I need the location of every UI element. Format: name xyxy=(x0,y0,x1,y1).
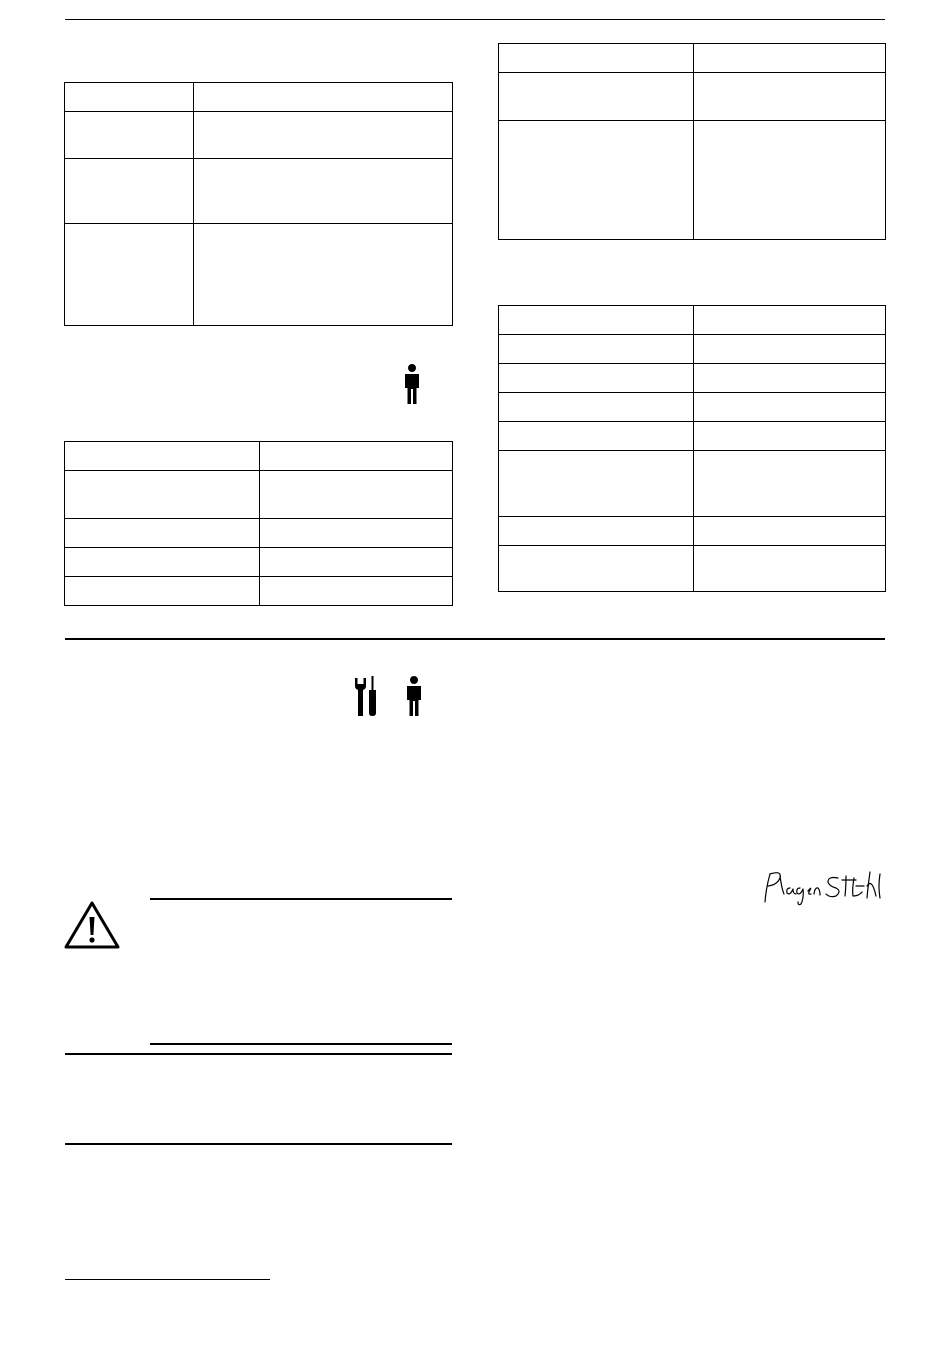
person-icon xyxy=(403,676,425,716)
signature-image xyxy=(760,866,886,910)
table-row xyxy=(65,83,453,112)
table-row xyxy=(499,517,886,546)
warning-triangle-icon xyxy=(63,900,121,950)
table-row xyxy=(499,451,886,517)
left-bottom-table xyxy=(64,441,453,606)
note-bottom-rule xyxy=(65,1143,452,1145)
table-row xyxy=(65,442,453,471)
table-row xyxy=(499,306,886,335)
table-row xyxy=(65,471,453,519)
table-row xyxy=(65,519,453,548)
table-row xyxy=(65,548,453,577)
table-row xyxy=(65,224,453,326)
warning-bottom-rule xyxy=(150,1043,452,1045)
note-top-rule xyxy=(65,1053,452,1055)
table-row xyxy=(499,44,886,73)
table-row xyxy=(65,159,453,224)
table-row xyxy=(499,335,886,364)
table-row xyxy=(65,112,453,159)
table-row xyxy=(65,577,453,606)
footnote-rule xyxy=(65,1279,270,1280)
section-rule xyxy=(65,638,885,640)
right-bottom-table xyxy=(498,305,886,592)
table-row xyxy=(499,364,886,393)
right-top-table xyxy=(498,43,886,240)
table-row xyxy=(499,422,886,451)
wrench-screwdriver-icon xyxy=(353,676,379,716)
table-row xyxy=(499,546,886,592)
table-row xyxy=(499,73,886,121)
table-row xyxy=(499,393,886,422)
warning-top-rule xyxy=(150,898,452,900)
person-icon xyxy=(401,364,423,404)
header-rule xyxy=(65,19,885,20)
table-row xyxy=(499,121,886,240)
left-top-table xyxy=(64,82,453,326)
